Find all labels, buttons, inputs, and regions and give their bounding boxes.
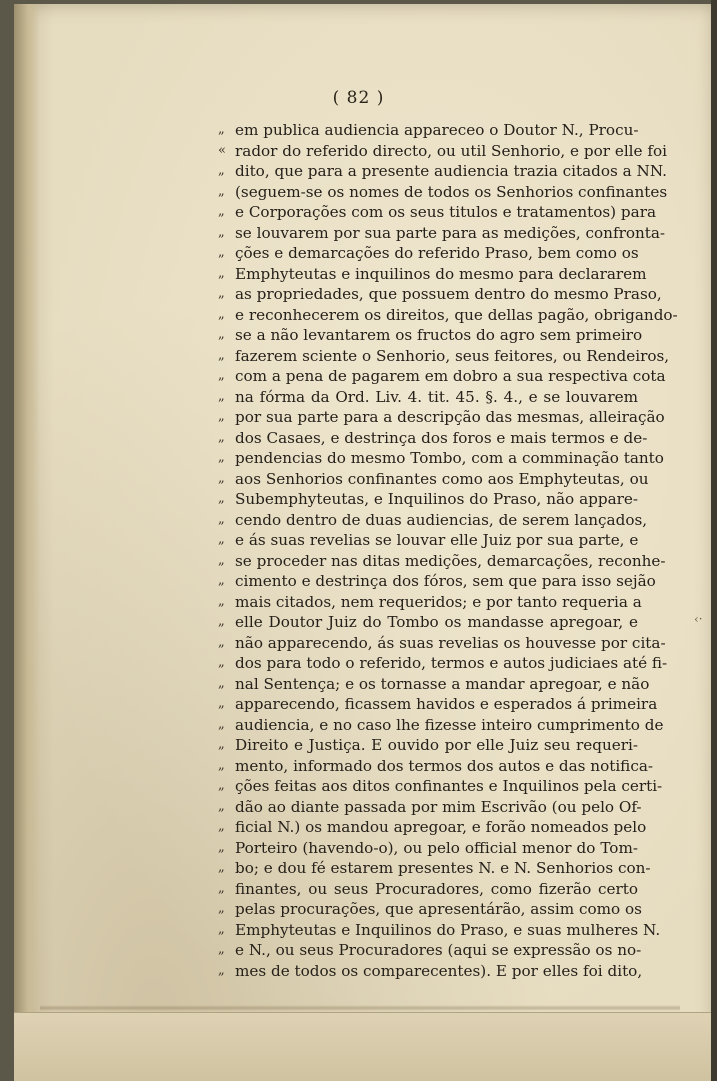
line-text: ções feitas aos ditos confinantes e Inquilinos pela certi-: [235, 777, 663, 795]
line-text: e ás suas revelias se louvar elle Juiz por sua parte, e: [235, 531, 639, 549]
line-text: e N., ou seus Procuradores (aqui se expressão os no-: [235, 941, 642, 959]
quote-mark: „: [218, 122, 225, 137]
text-line: [218, 202, 657, 223]
text-line: [218, 920, 661, 941]
quote-mark: „: [218, 675, 225, 691]
body-text: [218, 120, 678, 981]
quote-mark: „: [218, 716, 225, 732]
line-text: aos Senhorios confinantes como aos Emphyteutas, ou: [235, 469, 649, 488]
text-line: [218, 305, 678, 326]
line-text: se proceder nas ditas medições, demarcações, reconhe-: [235, 551, 666, 570]
text-line: [218, 940, 642, 961]
text-line: [218, 366, 666, 387]
quote-mark: „: [218, 696, 225, 711]
text-line: [218, 346, 670, 367]
line-text: em publica audiencia appareceo o Doutor N., Procu-: [235, 121, 639, 139]
text-line: [218, 694, 658, 715]
text-line: [218, 653, 668, 674]
line-text: as propriedades, que possuem dentro do mesmo Praso,: [235, 285, 662, 303]
line-text: mento, informado dos termos dos autos e das notifica-: [235, 756, 654, 775]
line-text: e Corporações com os seus titulos e tratamentos) para: [235, 203, 657, 221]
line-text: mais citados, nem requeridos; e por tanto requeria a: [235, 592, 642, 611]
line-text: não apparecendo, ás suas revelias os houvesse por cita-: [235, 633, 666, 652]
text-line: [218, 735, 638, 756]
quote-mark: „: [218, 655, 225, 670]
text-line: [218, 469, 649, 490]
page-number: ( 82 ): [332, 88, 385, 108]
text-line: [218, 674, 650, 695]
line-text: dito, que para a presente audiencia trazia citados a NN.: [235, 162, 667, 180]
text-line: [218, 612, 638, 633]
line-text: dos para todo o referido, termos e autos judiciaes até fi-: [235, 654, 668, 672]
text-line: [218, 592, 642, 613]
binding-gutter: [14, 4, 40, 1081]
text-line: [218, 879, 638, 900]
text-line: [218, 428, 648, 449]
quote-mark: „: [218, 429, 225, 445]
text-line: [218, 489, 638, 510]
line-text: Emphyteutas e Inquilinos do Praso, e suas mulheres N.: [235, 920, 661, 939]
quote-mark: „: [218, 778, 225, 793]
line-text: se a não levantarem os fructos do agro sem primeiro: [235, 326, 643, 344]
text-line: [218, 530, 638, 551]
line-text: fazerem sciente o Senhorio, seus feitores, ou Rendeiros,: [235, 346, 670, 365]
quote-mark: „: [218, 921, 225, 937]
text-line: [218, 797, 642, 818]
quote-mark: „: [218, 819, 225, 834]
line-text: e reconhecerem os direitos, que dellas pagão, obrigando-: [235, 305, 678, 324]
text-line: [218, 264, 647, 285]
text-line: [218, 961, 643, 982]
text-line: [218, 551, 666, 572]
line-text: Direito e Justiça. E ouvido por elle Juiz seu requeri-: [235, 736, 638, 754]
text-line: [218, 776, 663, 797]
quote-mark: „: [218, 368, 225, 383]
quote-mark: „: [218, 470, 225, 486]
line-text: cendo dentro de duas audiencias, de serem lançados,: [235, 510, 648, 529]
margin-mark: ‹·: [694, 612, 703, 626]
quote-mark: „: [218, 880, 225, 896]
text-line: [218, 387, 638, 408]
line-text: ficial N.) os mandou apregoar, e forão nomeados pelo: [235, 818, 647, 836]
line-text: Porteiro (havendo-o), ou pelo official menor do Tom-: [235, 838, 638, 857]
quote-mark: „: [218, 798, 225, 814]
text-line: [218, 817, 647, 838]
line-text: (seguem-se os nomes de todos os Senhorios confinantes: [235, 182, 668, 201]
fold-crease: [40, 1005, 680, 1011]
quote-mark: „: [218, 901, 225, 916]
line-text: audiencia, e no caso lhe fizesse inteiro cumprimento de: [235, 715, 664, 734]
quote-mark: „: [218, 265, 225, 281]
quote-mark: „: [218, 409, 225, 424]
line-text: nal Sentença; e os tornasse a mandar apregoar, e não: [235, 674, 650, 693]
quote-mark: «: [218, 142, 226, 158]
line-text: cimento e destrinça dos fóros, sem que para isso sejão: [235, 572, 656, 590]
line-text: pendencias do mesmo Tombo, com a comminação tanto: [235, 449, 664, 467]
text-line: [218, 510, 648, 531]
quote-mark: „: [218, 511, 225, 527]
quote-mark: „: [218, 757, 225, 773]
text-line: [218, 899, 642, 920]
quote-mark: „: [218, 532, 225, 547]
quote-mark: „: [218, 634, 225, 650]
quote-mark: „: [218, 306, 225, 322]
line-text: rador do referido directo, ou util Senhorio, e por elle foi: [235, 141, 667, 160]
quote-mark: „: [218, 614, 225, 629]
quote-mark: „: [218, 573, 225, 588]
text-line: [218, 141, 667, 162]
quote-mark: „: [218, 347, 225, 363]
line-text: ções e demarcações do referido Praso, bem como os: [235, 244, 639, 262]
scanner-edge: [711, 0, 717, 1081]
text-line: [218, 571, 656, 592]
quote-mark: „: [218, 450, 225, 465]
quote-mark: „: [218, 183, 225, 199]
line-text: com a pena de pagarem em dobro a sua respectiva cota: [235, 367, 666, 385]
quote-mark: „: [218, 962, 225, 978]
line-text: dos Casaes, e destrinça dos foros e mais termos e de-: [235, 428, 648, 447]
line-text: pelas procurações, que apresentárão, assim como os: [235, 900, 642, 918]
text-line: [218, 407, 665, 428]
line-text: Emphyteutas e inquilinos do mesmo para declararem: [235, 264, 647, 283]
text-line: [218, 182, 668, 203]
text-line: [218, 284, 662, 305]
text-line: [218, 223, 666, 244]
text-line: [218, 756, 654, 777]
quote-mark: „: [218, 839, 225, 855]
line-text: na fórma da Ord. Liv. 4. tit. 45. §. 4., e se louvarem: [235, 387, 638, 406]
bottom-page-edge: [14, 1012, 715, 1081]
line-text: mes de todos os comparecentes). E por elles foi dito,: [235, 961, 643, 980]
text-line: [218, 838, 638, 859]
text-line: [218, 325, 643, 346]
text-line: [218, 858, 651, 879]
quote-mark: „: [218, 552, 225, 568]
quote-mark: „: [218, 327, 225, 342]
line-text: se louvarem por sua parte para as medições, confronta-: [235, 223, 666, 242]
quote-mark: „: [218, 942, 225, 957]
text-line: [218, 633, 666, 654]
line-text: bo; e dou fé estarem presentes N. e N. Senhorios con-: [235, 859, 651, 877]
text-line: [218, 448, 664, 469]
quote-mark: „: [218, 860, 225, 875]
quote-mark: „: [218, 224, 225, 240]
quote-mark: „: [218, 737, 225, 752]
line-text: Subemphyteutas, e Inquilinos do Praso, não apparе-: [235, 490, 638, 508]
line-text: finantes, ou seus Procuradores, como fizerão certo: [235, 879, 638, 898]
quote-mark: „: [218, 204, 225, 219]
text-line: [218, 243, 638, 264]
quote-mark: „: [218, 245, 225, 260]
text-line: [218, 120, 638, 141]
line-text: dão ao diante passada por mim Escrivão (ou pelo Of-: [235, 797, 642, 816]
quote-mark: „: [218, 163, 225, 178]
line-text: apparecendo, ficassem havidos e esperados á primeira: [235, 695, 658, 713]
quote-mark: „: [218, 388, 225, 404]
quote-mark: „: [218, 491, 225, 506]
quote-mark: „: [218, 593, 225, 609]
text-line: [218, 161, 667, 182]
line-text: por sua parte para a descripção das mesmas, alleiração: [235, 408, 665, 426]
line-text: elle Doutor Juiz do Tombo os mandasse apregoar, e: [235, 613, 638, 631]
quote-mark: „: [218, 286, 225, 301]
text-line: [218, 715, 664, 736]
